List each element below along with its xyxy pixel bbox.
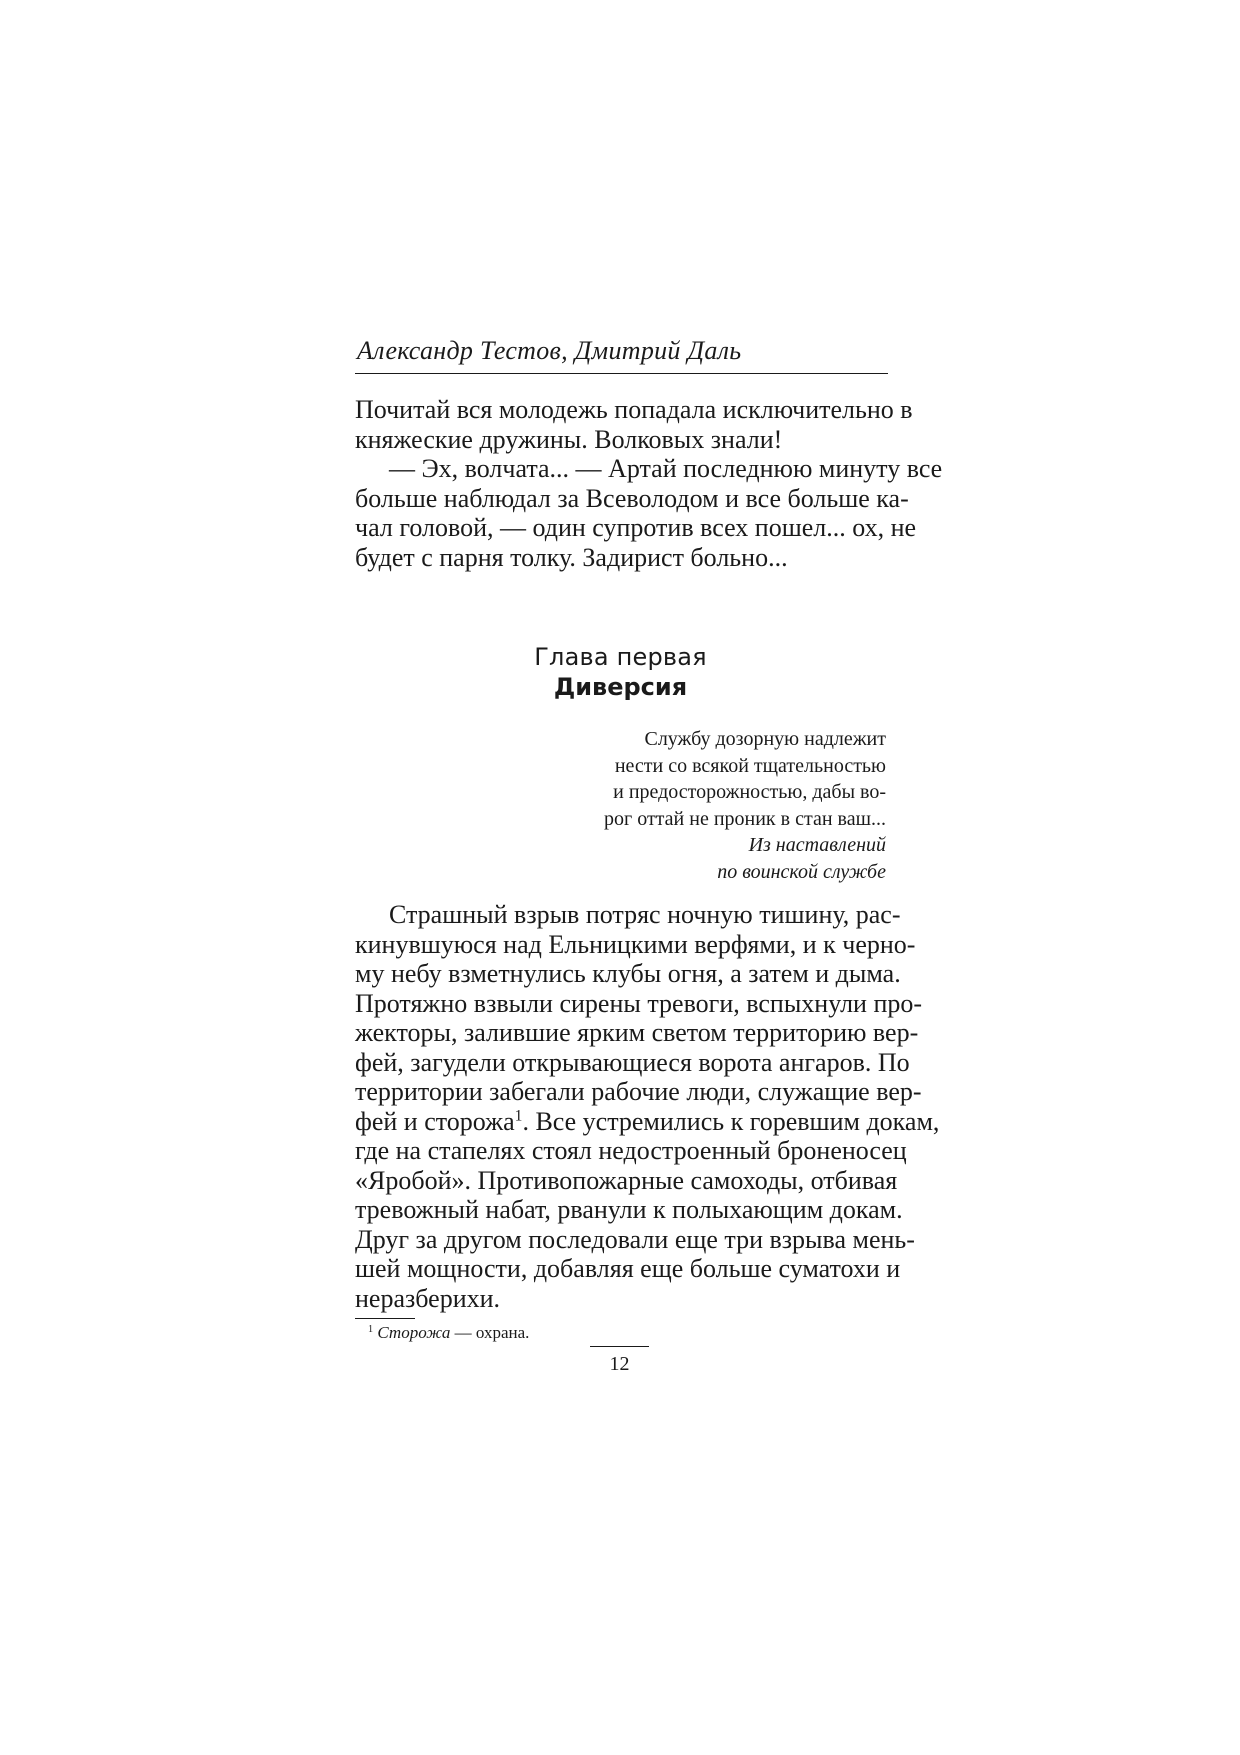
body-line: Друг за другом последовали еще три взрыва мень- bbox=[355, 1224, 915, 1254]
footnote-reference[interactable]: 1 bbox=[514, 1107, 523, 1125]
chapter-label: Глава первая bbox=[534, 643, 707, 671]
intro-line: больше наблюдал за Всеволодом и все больше ка- bbox=[355, 483, 909, 513]
body-line: Страшный взрыв потряс ночную тишину, рас- bbox=[389, 900, 901, 929]
body-line: тревожный набат, рванули к полыхающим докам. bbox=[355, 1195, 903, 1224]
epigraph bbox=[586, 726, 886, 885]
page-number-divider bbox=[590, 1346, 649, 1347]
body-line: Протяжно взвыли сирены тревоги, вспыхнули про- bbox=[355, 988, 923, 1018]
epigraph-line: и предосторожностью, дабы во- bbox=[613, 781, 886, 803]
epigraph-line: рог оттай не проник в стан ваш... bbox=[604, 807, 886, 830]
intro-line: княжеские дружины. Волковых знали! bbox=[355, 424, 783, 454]
intro-line: Почитай вся молодежь попадала исключительно в bbox=[355, 395, 913, 424]
body-line: жекторы, залившие ярким светом территорию вер- bbox=[355, 1018, 919, 1047]
epigraph-line: нести со всякой тщательностью bbox=[614, 754, 886, 777]
footnote bbox=[368, 1322, 529, 1344]
epigraph-source-line: Из наставлений bbox=[748, 834, 886, 856]
chapter-title: Диверсия bbox=[553, 673, 688, 701]
epigraph-source-line: по воинской службе bbox=[717, 860, 886, 883]
body-line: кинувшуюся над Ельницкими верфями, и к черно- bbox=[355, 929, 916, 959]
running-head: Александр Тестов, Дмитрий Даль bbox=[355, 335, 888, 374]
footnote-term: Сторожа bbox=[377, 1323, 451, 1342]
footnote-definition: — охрана. bbox=[450, 1323, 530, 1342]
body-line: где на стапелях стоял недостроенный броненосец bbox=[355, 1136, 907, 1165]
chapter-heading bbox=[355, 642, 886, 702]
body-line: «Яробой». Противопожарные самоходы, отбивая bbox=[355, 1165, 898, 1195]
body-line-with-footnote-ref bbox=[355, 1106, 940, 1137]
footnote-divider bbox=[355, 1318, 415, 1319]
intro-paragraphs bbox=[355, 395, 943, 572]
body-line: фей, загудели открывающиеся ворота ангаров. По bbox=[355, 1047, 910, 1077]
body-text-segment: . Все устремились к горевшим докам, bbox=[522, 1106, 940, 1136]
body-line: шей мощности, добавляя еще больше суматохи и bbox=[355, 1254, 901, 1283]
intro-line: чал головой, — один супротив всех пошел... ох, не bbox=[355, 513, 917, 542]
body-line: территории забегали рабочие люди, служащие вер- bbox=[355, 1077, 922, 1106]
intro-line: — Эх, волчата... — Артай последнюю минуту все bbox=[389, 454, 943, 483]
body-line: неразберихи. bbox=[355, 1283, 501, 1313]
footnote-number: 1 bbox=[368, 1323, 374, 1335]
intro-line: будет с парня толку. Задирист больно... bbox=[355, 542, 788, 572]
page-number: 12 bbox=[609, 1353, 630, 1375]
body-line: му небу взметнулись клубы огня, а затем и дыма. bbox=[355, 959, 901, 988]
body-paragraph bbox=[355, 900, 940, 1313]
body-text-segment: фей и сторожа bbox=[355, 1106, 515, 1136]
epigraph-line: Службу дозорную надлежит bbox=[644, 728, 886, 750]
